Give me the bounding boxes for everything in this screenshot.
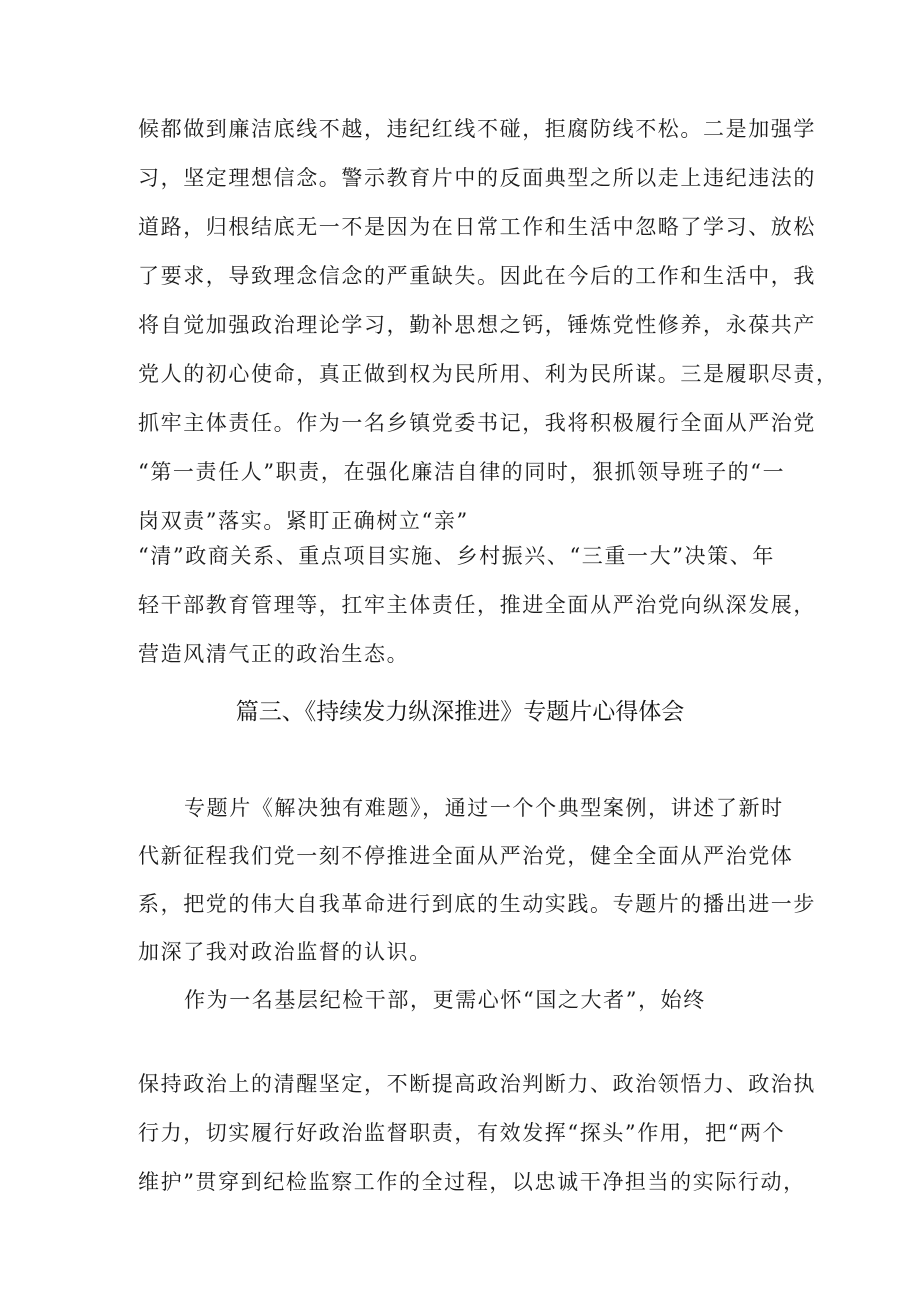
text-line: 系，把党的伟大自我革命进行到底的生动实践。专题片的播出进一步 [138, 892, 816, 916]
text-line: 道路，归根结底无一不是因为在日常工作和生活中忽略了学习、放松 [138, 215, 816, 239]
text-line: 候都做到廉洁底线不越，违纪红线不碰，拒腐防线不松。二是加强学 [138, 117, 816, 141]
text-line: 行力，切实履行好政治监督职责，有效发挥“探头”作用，把“两个 [138, 1121, 786, 1145]
text-line: “清”政商关系、重点项目实施、乡村振兴、“三重一大”决策、年 [138, 544, 775, 568]
text-line: “第一责任人”职责，在强化廉洁自律的同时，狠抓领导班子的“一 [138, 460, 786, 484]
text-line: 习，坚定理想信念。警示教育片中的反面典型之所以走上违纪违法的 [138, 166, 816, 190]
text-line: 岗双责”落实。紧盯正确树立“亲” [138, 509, 469, 533]
text-line: 代新征程我们党一刻不停推进全面从严治党，健全全面从严治党体 [138, 844, 794, 868]
text-line: 专题片《解决独有难题》，通过一个个典型案例，讲述了新时 [184, 796, 784, 820]
section-heading: 篇三、《持续发力纵深推进》专题片心得体会 [235, 699, 685, 725]
text-line: 维护”贯穿到纪检监察工作的全过程，以忠诚干净担当的实际行动， [138, 1170, 806, 1194]
text-line: 作为一名基层纪检干部，更需心怀“国之大者”，始终 [184, 988, 706, 1012]
text-line: 轻干部教育管理等，扛牢主体责任，推进全面从严治党向纵深发展， [138, 593, 816, 617]
text-line: 加深了我对政治监督的认识。 [138, 940, 432, 964]
text-line: 将自觉加强政治理论学习，勤补思想之钙，锤炼党性修养，永葆共产 [138, 313, 816, 337]
text-line: 营造风清气正的政治生态。 [138, 642, 410, 666]
text-line: 党人的初心使命，真正做到权为民所用、利为民所谋。三是履职尽责， [138, 362, 839, 386]
text-line: 抓牢主体责任。作为一名乡镇党委书记，我将积极履行全面从严治党 [138, 411, 816, 435]
text-line: 保持政治上的清醒坚定，不断提高政治判断力、政治领悟力、政治执 [138, 1072, 816, 1096]
text-line: 了要求，导致理念信念的严重缺失。因此在今后的工作和生活中，我 [138, 264, 816, 288]
